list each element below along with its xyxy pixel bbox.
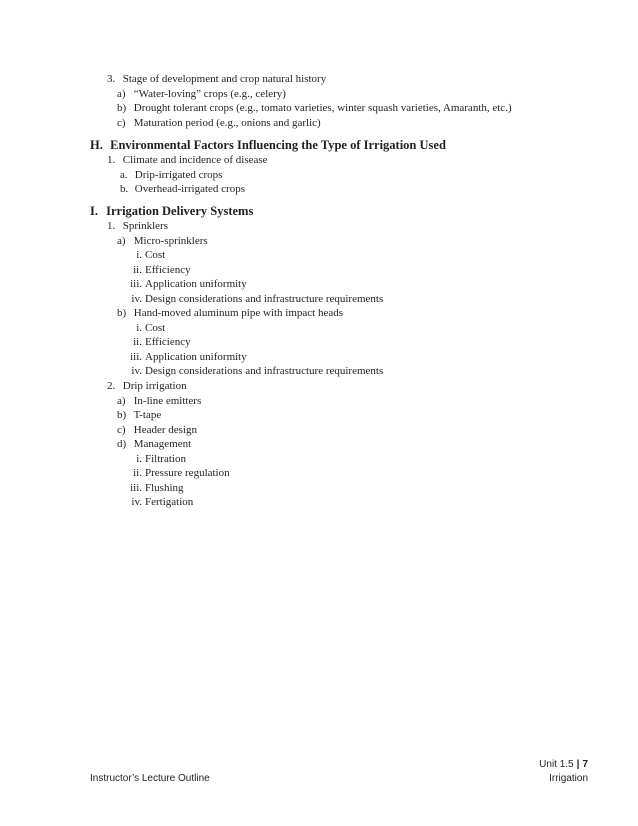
section-heading [90,137,446,153]
item-text: Efficiency [145,336,191,348]
item-number: 2. [107,380,116,392]
outline-item [107,219,168,233]
roman-marker: iv. [131,293,142,305]
roman-marker: ii. [133,467,142,479]
roman-marker: iv. [131,496,142,508]
outline-roman-item [122,321,165,335]
outline-item [107,72,326,86]
section-title: Environmental Factors Influencing the Type of Irrigation Used [110,138,446,152]
item-text: Fertigation [145,496,194,508]
outline-subitem [117,423,197,437]
item-text: Micro-sprinklers [133,235,208,247]
roman-marker: iii. [130,278,142,290]
item-number: 3. [107,73,116,85]
item-marker: a) [117,88,126,100]
item-marker: b) [117,409,127,421]
item-text: Efficiency [145,264,191,276]
outline-item [107,153,268,167]
outline-roman-item [122,350,247,364]
item-text: Drip-irrigated crops [134,169,223,181]
outline-subitem [117,306,343,320]
outline-roman-item [122,263,191,277]
item-marker: d) [117,438,127,450]
roman-marker: ii. [133,336,142,348]
item-text: T-tape [133,409,162,421]
item-text: Header design [133,424,197,436]
item-number: 1. [107,154,116,166]
roman-marker: i. [136,249,142,261]
item-text: Stage of development and crop natural history [122,73,327,85]
section-letter: H. [90,138,103,152]
item-text: Design considerations and infrastructure requirements [145,293,384,305]
item-marker: c) [117,424,126,436]
item-marker: b. [120,183,129,195]
item-text: “Water-loving” crops (e.g., celery) [133,88,286,100]
item-marker: b) [117,307,127,319]
outline-subitem [117,394,201,408]
item-text: Management [133,438,192,450]
footer-topic: Irrigation [549,773,588,784]
footer-separator: | [576,759,580,770]
outline-subitem [117,101,512,115]
outline-subitem [117,116,321,130]
outline-roman-item [122,248,165,262]
roman-marker: iv. [131,365,142,377]
item-text: Maturation period (e.g., onions and garlic) [133,117,321,129]
outline-subitem [117,408,161,422]
outline-roman-item [122,364,383,378]
outline-item [107,379,187,393]
item-text: Cost [145,249,166,261]
item-text: Overhead-irrigated crops [134,183,246,195]
outline-subitem [117,87,286,101]
item-text: Filtration [145,453,186,465]
roman-marker: iii. [130,482,142,494]
outline-subitem [117,234,208,248]
roman-marker: iii. [130,351,142,363]
roman-marker: ii. [133,264,142,276]
item-text: Design considerations and infrastructure requirements [145,365,384,377]
roman-marker: i. [136,453,142,465]
outline-roman-item [122,277,247,291]
item-marker: a. [120,169,128,181]
outline-roman-item [122,292,383,306]
outline-subitem [117,437,191,451]
outline-subitem [120,182,245,196]
item-number: 1. [107,220,116,232]
item-marker: a) [117,395,126,407]
item-text: In-line emitters [133,395,202,407]
item-marker: c) [117,117,126,129]
item-text: Drip irrigation [122,380,187,392]
item-text: Climate and incidence of disease [122,154,268,166]
item-marker: b) [117,102,127,114]
item-marker: a) [117,235,126,247]
outline-roman-item [122,452,186,466]
item-text: Hand-moved aluminum pipe with impact heads [133,307,344,319]
outline-roman-item [122,335,191,349]
section-heading [90,203,253,219]
item-text: Sprinklers [122,220,168,232]
unit-label: Unit 1.5 [539,759,574,770]
footer-unit [539,759,588,771]
item-text: Application uniformity [145,351,247,363]
item-text: Pressure regulation [145,467,230,479]
item-text: Cost [145,322,166,334]
item-text: Flushing [145,482,184,494]
outline-roman-item [122,481,184,495]
section-title: Irrigation Delivery Systems [106,204,254,218]
item-text: Drought tolerant crops (e.g., tomato varieties, winter squash varieties, Amaranth, etc.) [133,102,512,114]
page-number: 7 [582,759,588,770]
outline-subitem [120,168,222,182]
footer-left-title: Instructor’s Lecture Outline [90,773,210,784]
roman-marker: i. [136,322,142,334]
item-text: Application uniformity [145,278,247,290]
outline-roman-item [122,466,230,480]
section-letter: I. [90,204,98,218]
outline-roman-item [122,495,193,509]
